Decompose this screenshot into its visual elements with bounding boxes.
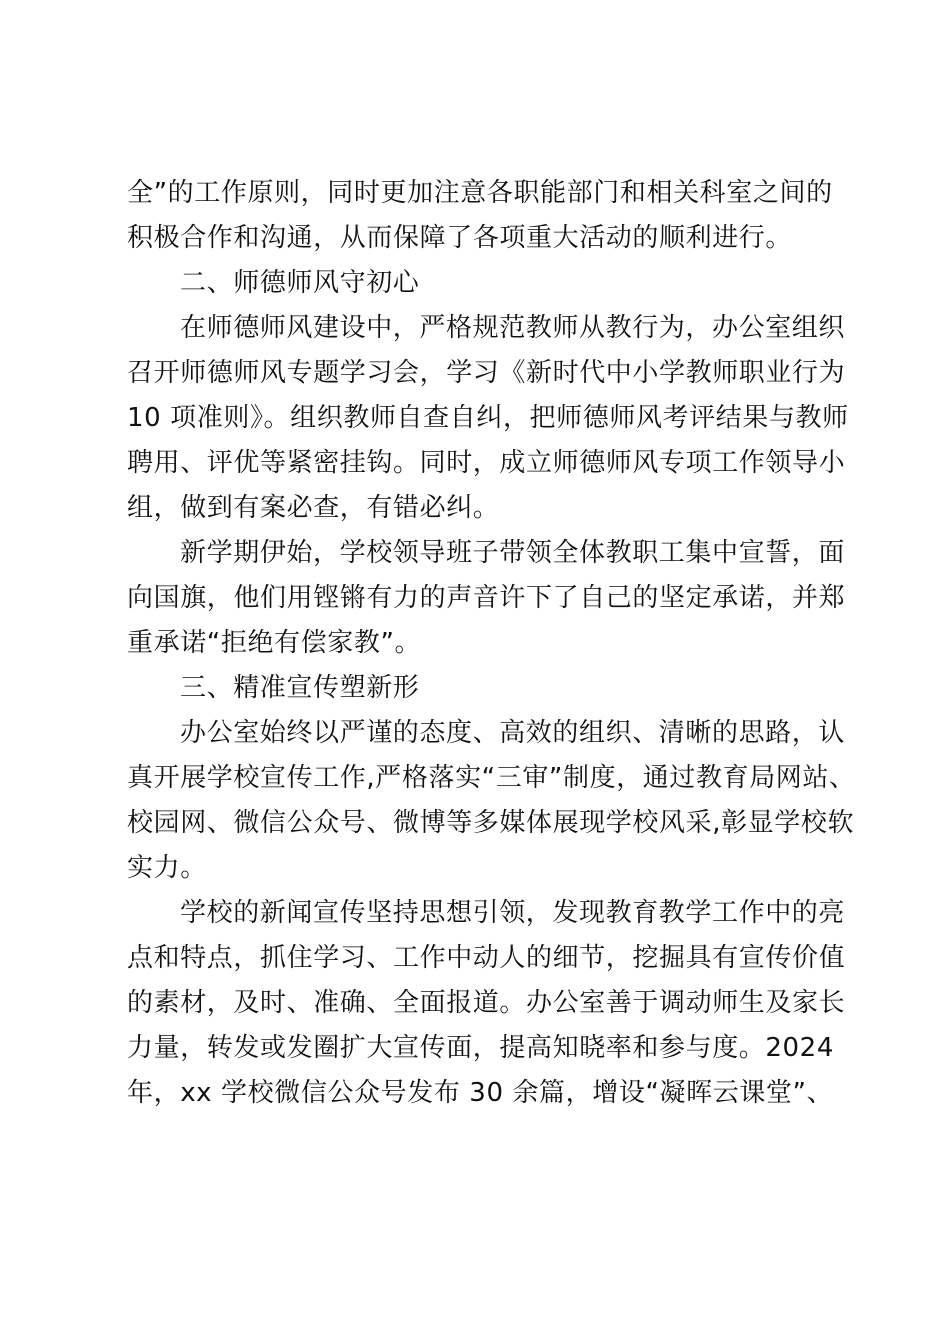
text-line: 召开师德师风专题学习会，学习《新时代中小学教师职业行为 — [127, 358, 846, 388]
heading-text: 二、师德师风守初心 — [180, 268, 420, 298]
text-line: 年，xx 学校微信公众号发布 30 余篇，增设“凝晖云课堂”、 — [127, 1078, 834, 1108]
text-line: 10 项准则》。组织教师自查自纠，把师德师风考评结果与教师 — [127, 403, 849, 433]
text-line: 聘用、评优等紧密挂钩。同时，成立师德师风专项工作领导小 — [127, 448, 846, 478]
heading-text: 三、精准宣传塑新形 — [180, 673, 420, 703]
text-line: 学校的新闻宣传坚持思想引领，发现教育教学工作中的亮 — [180, 898, 846, 928]
section-heading-publicity — [127, 666, 847, 711]
text-line: 点和特点，抓住学习、工作中动人的细节，挖掘具有宣传价值 — [127, 943, 846, 973]
text-line: 实力。 — [127, 853, 207, 883]
paragraph-ethics — [127, 306, 847, 531]
text-line: 力量，转发或发圈扩大宣传面，提高知晓率和参与度。2024 — [127, 1033, 834, 1063]
paragraph-publicity — [127, 711, 856, 891]
text-line: 真开展学校宣传工作,严格落实“三审”制度，通过教育局网站、 — [127, 763, 856, 793]
text-line: 新学期伊始，学校领导班子带领全体教职工集中宣誓，面 — [180, 538, 846, 568]
text-line: 向国旗，他们用铿锵有力的声音许下了自己的坚定承诺，并郑 — [127, 583, 846, 613]
text-line: 在师德师风建设中，严格规范教师从教行为，办公室组织 — [180, 313, 846, 343]
document-body — [127, 171, 856, 1116]
text-line: 办公室始终以严谨的态度、高效的组织、清晰的思路，认 — [180, 718, 846, 748]
text-line: 全”的工作原则，同时更加注意各职能部门和相关科室之间的 — [127, 178, 833, 208]
text-line: 积极合作和沟通，从而保障了各项重大活动的顺利进行。 — [127, 223, 793, 253]
text-line: 组，做到有案必查，有错必纠。 — [127, 493, 500, 523]
paragraph-continuation — [127, 171, 847, 261]
paragraph-oath — [127, 531, 847, 666]
text-line: 的素材，及时、准确、全面报道。办公室善于调动师生及家长 — [127, 988, 846, 1018]
text-line: 校园网、微信公众号、微博等多媒体展现学校风采,彰显学校软 — [127, 808, 855, 838]
text-line: 重承诺“拒绝有偿家教”。 — [127, 628, 422, 658]
paragraph-news — [127, 891, 847, 1116]
section-heading-ethics — [127, 261, 847, 306]
